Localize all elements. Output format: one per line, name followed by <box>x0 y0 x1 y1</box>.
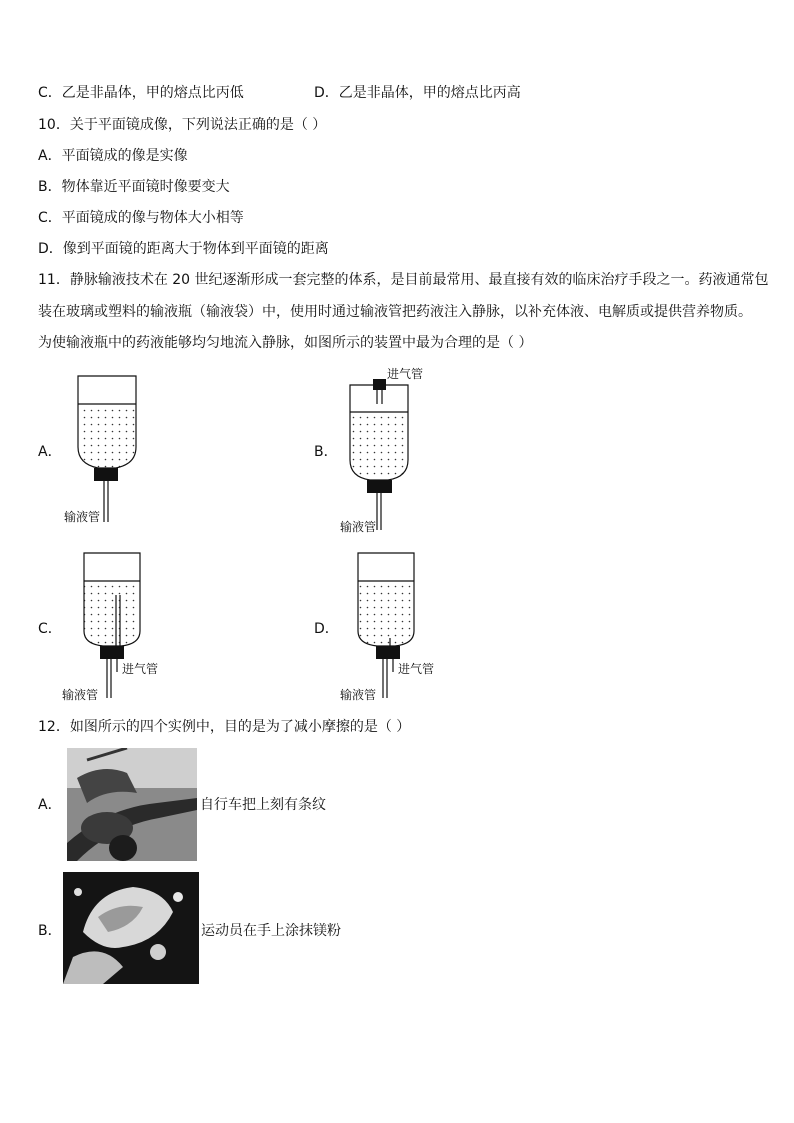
q11-option-a-letter: A． <box>38 444 62 460</box>
q12-option-b-caption: 运动员在手上涂抹镁粉 <box>201 923 341 939</box>
q10-stem: 10．关于平面镜成像，下列说法正确的是（ ） <box>38 117 327 133</box>
q12-option-a-letter: A． <box>38 797 62 813</box>
q11-stem-line-3: 为使输液瓶中的药液能够均匀地流入静脉，如图所示的装置中最为合理的是（ ） <box>38 335 533 351</box>
q10-option-a: A．平面镜成的像是实像 <box>38 148 188 164</box>
q12-option-b-letter: B． <box>38 923 62 939</box>
q11-a-tube-label: 输液管 <box>64 510 101 524</box>
q12-option-a-caption: 自行车把上刻有条纹 <box>200 797 326 813</box>
q11-d-tube-label: 输液管 <box>340 688 377 702</box>
q11-stem-line-2: 装在玻璃或塑料的输液瓶（输液袋）中，使用时通过输液管把药液注入静脉，以补充体液、电解质或提供营养物质。 <box>38 304 752 320</box>
q10-option-d: D．像到平面镜的距离大于物体到平面镜的距离 <box>38 241 329 257</box>
q11-c-air-label: 进气管 <box>122 662 159 676</box>
q11-c-tube-label: 输液管 <box>62 688 99 702</box>
q11-b-tube-label: 输液管 <box>340 520 377 534</box>
q11-option-c-letter: C． <box>38 621 62 637</box>
q11-figure-a <box>60 372 150 528</box>
q9-option-d: D．乙是非晶体，甲的熔点比丙高 <box>314 85 521 101</box>
q11-d-air-label: 进气管 <box>398 662 435 676</box>
q10-option-b: B．物体靠近平面镜时像要变大 <box>38 179 230 195</box>
q9-option-c: C．乙是非晶体，甲的熔点比丙低 <box>38 85 244 101</box>
bicycle-handlebar-photo <box>67 748 197 861</box>
athlete-chalk-hands-photo <box>63 872 199 984</box>
q11-figure-b <box>336 372 416 532</box>
q10-option-c: C．平面镜成的像与物体大小相等 <box>38 210 244 226</box>
q11-b-air-label: 进气管 <box>387 367 424 381</box>
q11-stem-line-1: 11．静脉输液技术在 20 世纪逐渐形成一套完整的体系，是目前最常用、最直接有效的临床治疗手段之一。药液通常包 <box>38 272 769 288</box>
q11-option-d-letter: D． <box>314 621 339 637</box>
q12-stem: 12．如图所示的四个实例中，目的是为了减小摩擦的是（ ） <box>38 719 411 735</box>
q11-option-b-letter: B． <box>314 444 338 460</box>
